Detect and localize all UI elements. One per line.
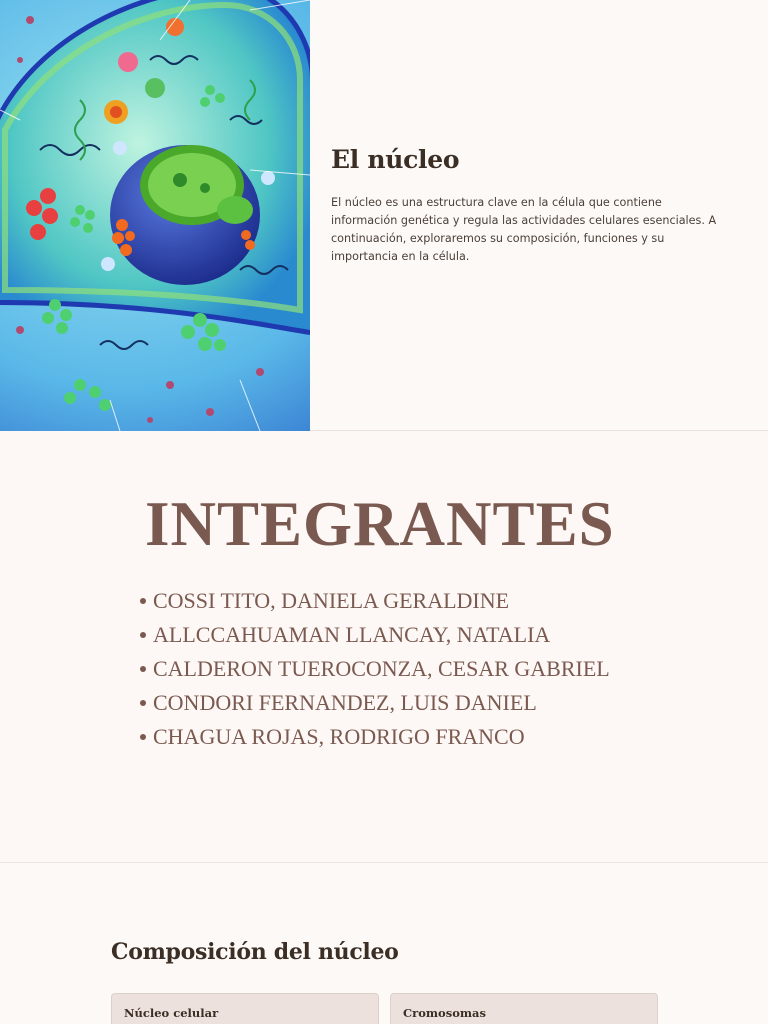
card-title: Cromosomas [403, 1006, 486, 1020]
bullet-icon [140, 598, 146, 604]
slide-intro [0, 0, 768, 431]
members-title: INTEGRANTES [145, 489, 615, 559]
member-name: CONDORI FERNANDEZ, LUIS DANIEL [153, 690, 537, 715]
member-name: ALLCCAHUAMAN LLANCAY, NATALIA [153, 622, 551, 647]
composition-title: Composición del núcleo [111, 939, 399, 965]
member-name: CHAGUA ROJAS, RODRIGO FRANCO [153, 724, 525, 749]
card-nucleo-celular [111, 993, 379, 1024]
intro-title: El núcleo [331, 145, 460, 174]
bullet-icon [140, 700, 146, 706]
intro-paragraph: El núcleo es una estructura clave en la célula que contiene información genética y regula las actividades celulares esenciales. A continuación, exploraremos su composición, funciones y su importancia en la célula. [331, 196, 717, 263]
list-item [140, 652, 610, 686]
list-item [140, 720, 610, 754]
list-item [140, 686, 610, 720]
list-item [140, 584, 610, 618]
members-list [140, 584, 610, 754]
bullet-icon [140, 734, 146, 740]
bullet-icon [140, 666, 146, 672]
member-name: COSSI TITO, DANIELA GERALDINE [153, 588, 510, 613]
bullet-icon [140, 632, 146, 638]
slide-members [0, 432, 768, 862]
member-name: CALDERON TUEROCONZA, CESAR GABRIEL [153, 656, 610, 681]
list-item [140, 618, 610, 652]
cell-illustration [0, 0, 310, 431]
card-title: Núcleo celular [124, 1006, 219, 1020]
intro-text-block [331, 145, 731, 266]
slide-composition [0, 862, 768, 1024]
card-cromosomas [390, 993, 658, 1024]
